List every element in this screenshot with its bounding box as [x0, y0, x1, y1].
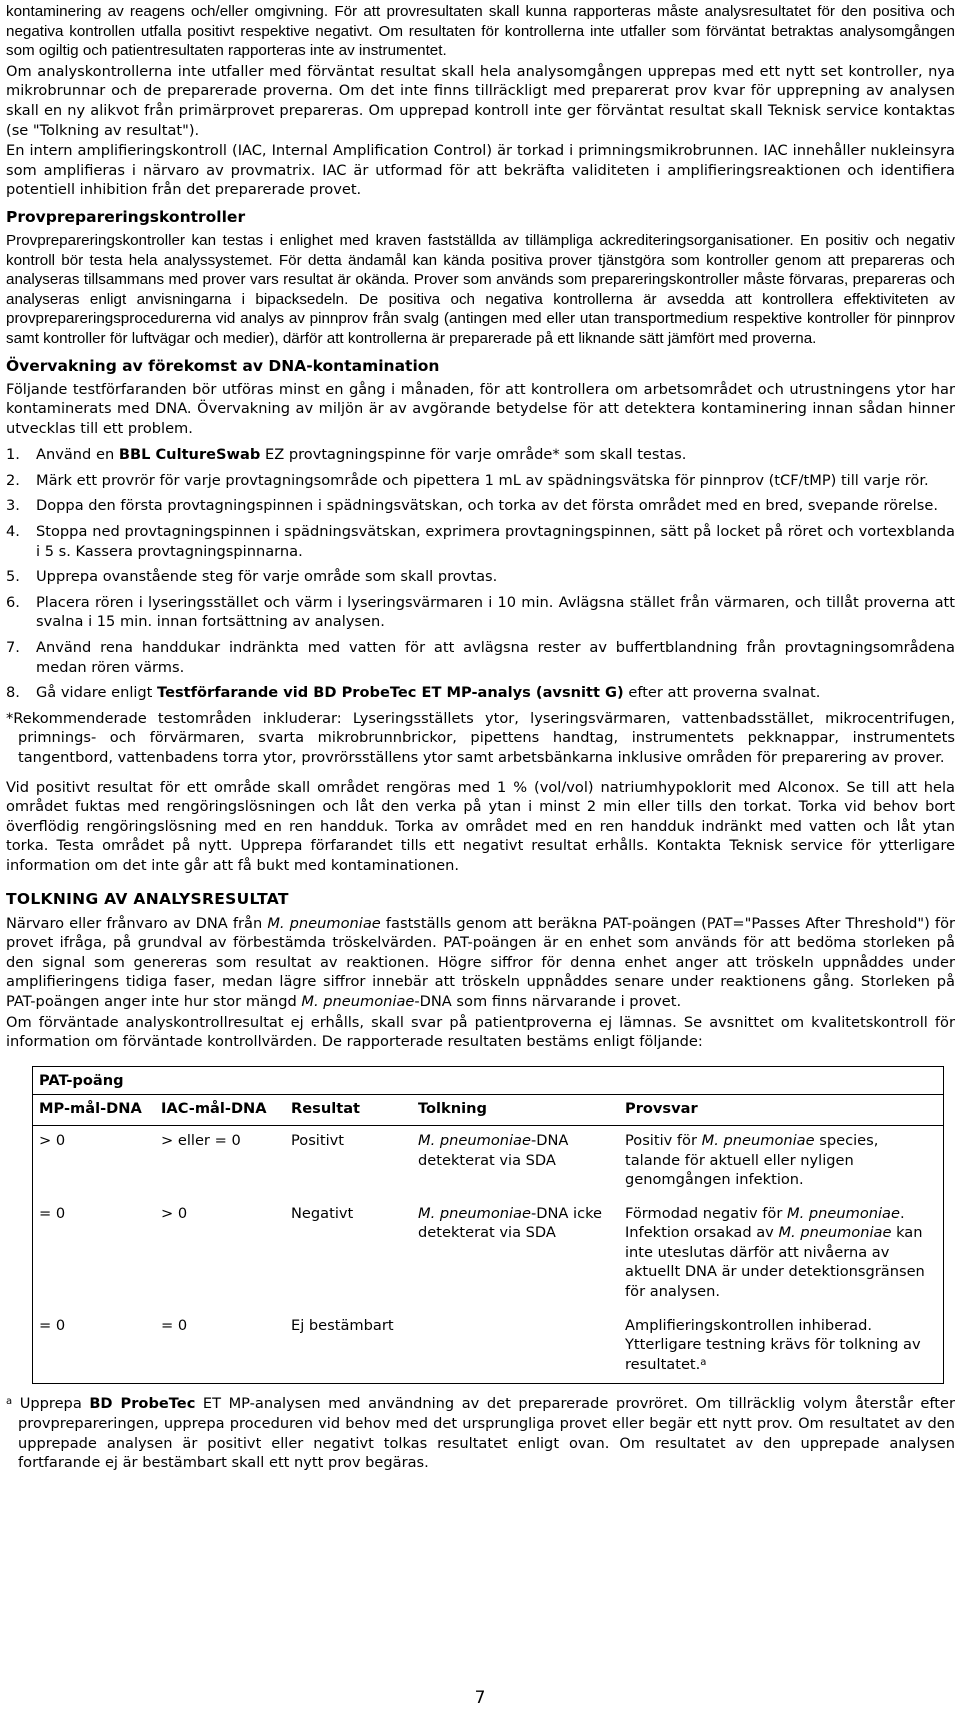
list-item: 4. Stoppa ned provtagningspinnen i spädningsvätskan, exprimera provtagningspinnen, sätt på locket på röret och vortexblanda i 5 s. Kassera provtagningspinnarna. — [6, 523, 955, 560]
list-item: 1. Använd en BBL CultureSwab EZ provtagningspinne för varje område* som skall testas. — [6, 446, 687, 464]
list-item: 8. Gå vidare enligt Testförfarande vid BD ProbeTec ET MP-analys (avsnitt G) efter att proverna svalnat. — [6, 684, 821, 702]
column-header: IAC-mål-DNA — [155, 1095, 285, 1126]
table-row: > 0 > eller = 0 Positivt M. pneumoniae-DNA detekterat via SDA Positiv för M. pneumoniae species, talande för aktuell eller nyligen genomgången infektion. — [39, 1131, 879, 1189]
column-header: MP-mål-DNA — [33, 1095, 155, 1126]
table-group-header: PAT-poäng — [33, 1067, 943, 1095]
column-header: Tolkning — [412, 1095, 619, 1126]
interpretation-heading: TOLKNING AV ANALYSRESULTAT — [6, 889, 289, 908]
procedure-steps — [6, 445, 955, 703]
interpretation-text: Närvaro eller frånvaro av DNA från M. pneumoniae fastställs genom att beräkna PAT-poängen (PAT="Passes After Threshold") för provet ifråga, på grundval av förbestämda tröskelvärden. PAT-poängen är en enhet som används för att bedöma storleken på den signal som genereras som resultat av reaktionen. Högre siffror för denna enhet anger att tröskeln uppnåddes under amplifieringens tidiga faser, medan lägre siffror innebär att tröskeln uppnåddes senare under reaktionens gång. Storleken på PAT-poängen anger inte hur stor mängd M. pneumoniae-DNA som finns närvarande i provet. — [6, 914, 955, 1010]
page-number: 7 — [474, 1688, 486, 1708]
intro-paragraph-3: En intern amplifieringskontroll (IAC, Internal Amplification Control) är torkad i primningsmikrobrunnen. IAC innehåller nukleinsyra som amplifieras i närvaro av provmatrix. IAC är utformad för att bekräfta validiteten i amplifieringsreaktionen och identifiera potentiell inhibition från det preparerade provet. — [6, 142, 955, 199]
contamination-text: Följande testförfaranden bör utföras minst en gång i månaden, för att kontrollera om arbetsområdet och utrustningens ytor har kontaminerats med DNA. Övervakning av miljön är av avgörande betydelse för att detektera kontaminering innan sådan hinner utvecklas till ett problem. — [6, 380, 955, 437]
intro-paragraph-1: kontaminering av reagens och/eller omgivning. För att provresultaten skall kunna rapporteras måste analysresultatet för den positiva och negativa kontrollen utfalla positivt respektive negativt. Om resultaten för kontrollerna inte utfaller som förväntat betraktas analysomgången som ogiltig och patientresultaten rapporteras inte av instrumentet. — [6, 3, 955, 60]
list-item: 7. Använd rena handdukar indränkta med vatten för att avlägsna rester av buffertblandning från provtagningsområdena medan rören värms. — [6, 639, 955, 676]
table-footnote: $^a$ Upprepa BD ProbeTec ET MP-analysen med användning av det preparerade provröret. Om tillräcklig volym återstår efter provprepareringen, upprepa proceduren vid behov med det ursprungliga provet eller begär ett nytt prov. Om resultatet av den upprepade analysen är positivt eller negativt tolkas resultatet enligt ovan. Om resultatet av den upprepade analysen fortfarande ej är bestämbart skall ett nytt prov begäras. — [6, 1395, 955, 1472]
positive-result-text: Vid positivt resultat för ett område skall området rengöras med 1 % (vol/vol) natriumhypoklorit med Alconox. Se till att hela området fuktas med rengöringslösningen och låt den verka på ytan i minst 2 min eller tills den torkat. Torka vid behov bort överflödig rengöringslösning med en ren handduk. Torka av området med en ren handduk indränkt med vatten och låt ytan torka. Testa området på nytt. Upprepa förfarandet tills ett negativt resultat erhålls. Kontakta Teknisk service för ytterligare information om det inte går att få bukt med kontaminationen. — [6, 778, 955, 874]
prep-controls-text: Provprepareringskontroller kan testas i enlighet med kraven fastställda av tillämpliga ackrediteringsorganisationer. En positiv och negativ kontroll bör testa hela analyssystemet. För detta ändamål kan kända positiva prover tjänstgöra som kontroller genom att prepareras och analyseras tillsammans med prover vars resultat är okända. Prover som används som prepareringskontroller måste förvaras, prepareras och analyseras enligt anvisningarna i bipacksedeln. De positiva och negativa kontrollerna är avsedda att kontrollera effektiviteten av provprepareringsprocedurerna vid analys av pinnprov från svalg (antingen med eller utan transportmedium respektive kontroller för pinnprov samt kontroller för luftvägar och medier), därför att kontrollerna är preparerade på ett liknande sätt jämfört med proverna. — [6, 231, 955, 347]
column-header: Resultat — [285, 1095, 412, 1126]
results-table — [32, 1066, 944, 1385]
list-item: 6. Placera rören i lyseringsstället och värm i lyseringsvärmaren i 10 min. Avlägsna stället från värmaren, och tillåt proverna att svalna i 15 min. innan fortsättning av analysen. — [6, 593, 955, 631]
contamination-heading: Övervakning av förekomst av DNA-kontamination — [6, 356, 440, 375]
table-row: = 0 = 0 Ej bestämbart Amplifieringskontrollen inhiberad. Ytterligare testning krävs för tolkning av resultatet.$^a$ — [39, 1316, 921, 1373]
list-item: 3. Doppa den första provtagningspinnen i spädningsvätskan, och torka av det första området med en bred, svepande rörelse. — [6, 497, 938, 515]
interpretation-text-2: Om förväntade analyskontrollresultat ej erhålls, skall svar på patientproverna ej lämnas. Se avsnittet om kvalitetskontroll för information om förväntade kontrollvärden. De rapporterade resultaten bestäms enligt följande: — [6, 1013, 955, 1051]
table-row: = 0 > 0 Negativt M. pneumoniae-DNA icke detekterat via SDA Förmodad negativ för M. pneumoniae. Infektion orsakad av M. pneumoniae kan inte uteslutas därför att nivåerna av aktuellt DNA är under detektionsgränsen för analysen. — [39, 1204, 925, 1301]
list-item: 5. Upprepa ovanstående steg för varje område som skall provtas. — [6, 568, 498, 586]
list-item: 2. Märk ett provrör för varje provtagningsområde och pipettera 1 mL av spädningsvätska för pinnprov (tCF/tMP) till varje rör. — [6, 471, 929, 489]
document-page — [6, 2, 955, 1473]
recommended-areas-note: *Rekommenderade testområden inkluderar: Lyseringsställets ytor, lyseringsvärmaren, vattenbadsstället, mikrocentrifugen, primnings- och förvärmaren, svarta mikrobrunnbrickor, pipettens handtag, instrumentets pekknappar, instrumentets tangentbord, vattenbadens torra ytor, provrörsställens ytor samt arbetsbänkarna inklusive områden för preparering av prover. — [6, 709, 955, 766]
intro-paragraph-2: Om analyskontrollerna inte utfaller med förväntat resultat skall hela analysomgången upprepas med ett nytt set kontroller, nya mikrobrunnar och de preparerade proverna. Om det inte finns tillräckligt med preparerat prov kvar för upprepning av analysen skall en ny alikvot från primärprovet prepareras. Om upprepad kontroll inte ger förväntat resultat skall Teknisk service kontaktas (se "Tolkning av resultat"). — [6, 62, 955, 139]
prep-controls-heading: Provprepareringskontroller — [6, 207, 246, 226]
column-header: Provsvar — [619, 1095, 943, 1126]
